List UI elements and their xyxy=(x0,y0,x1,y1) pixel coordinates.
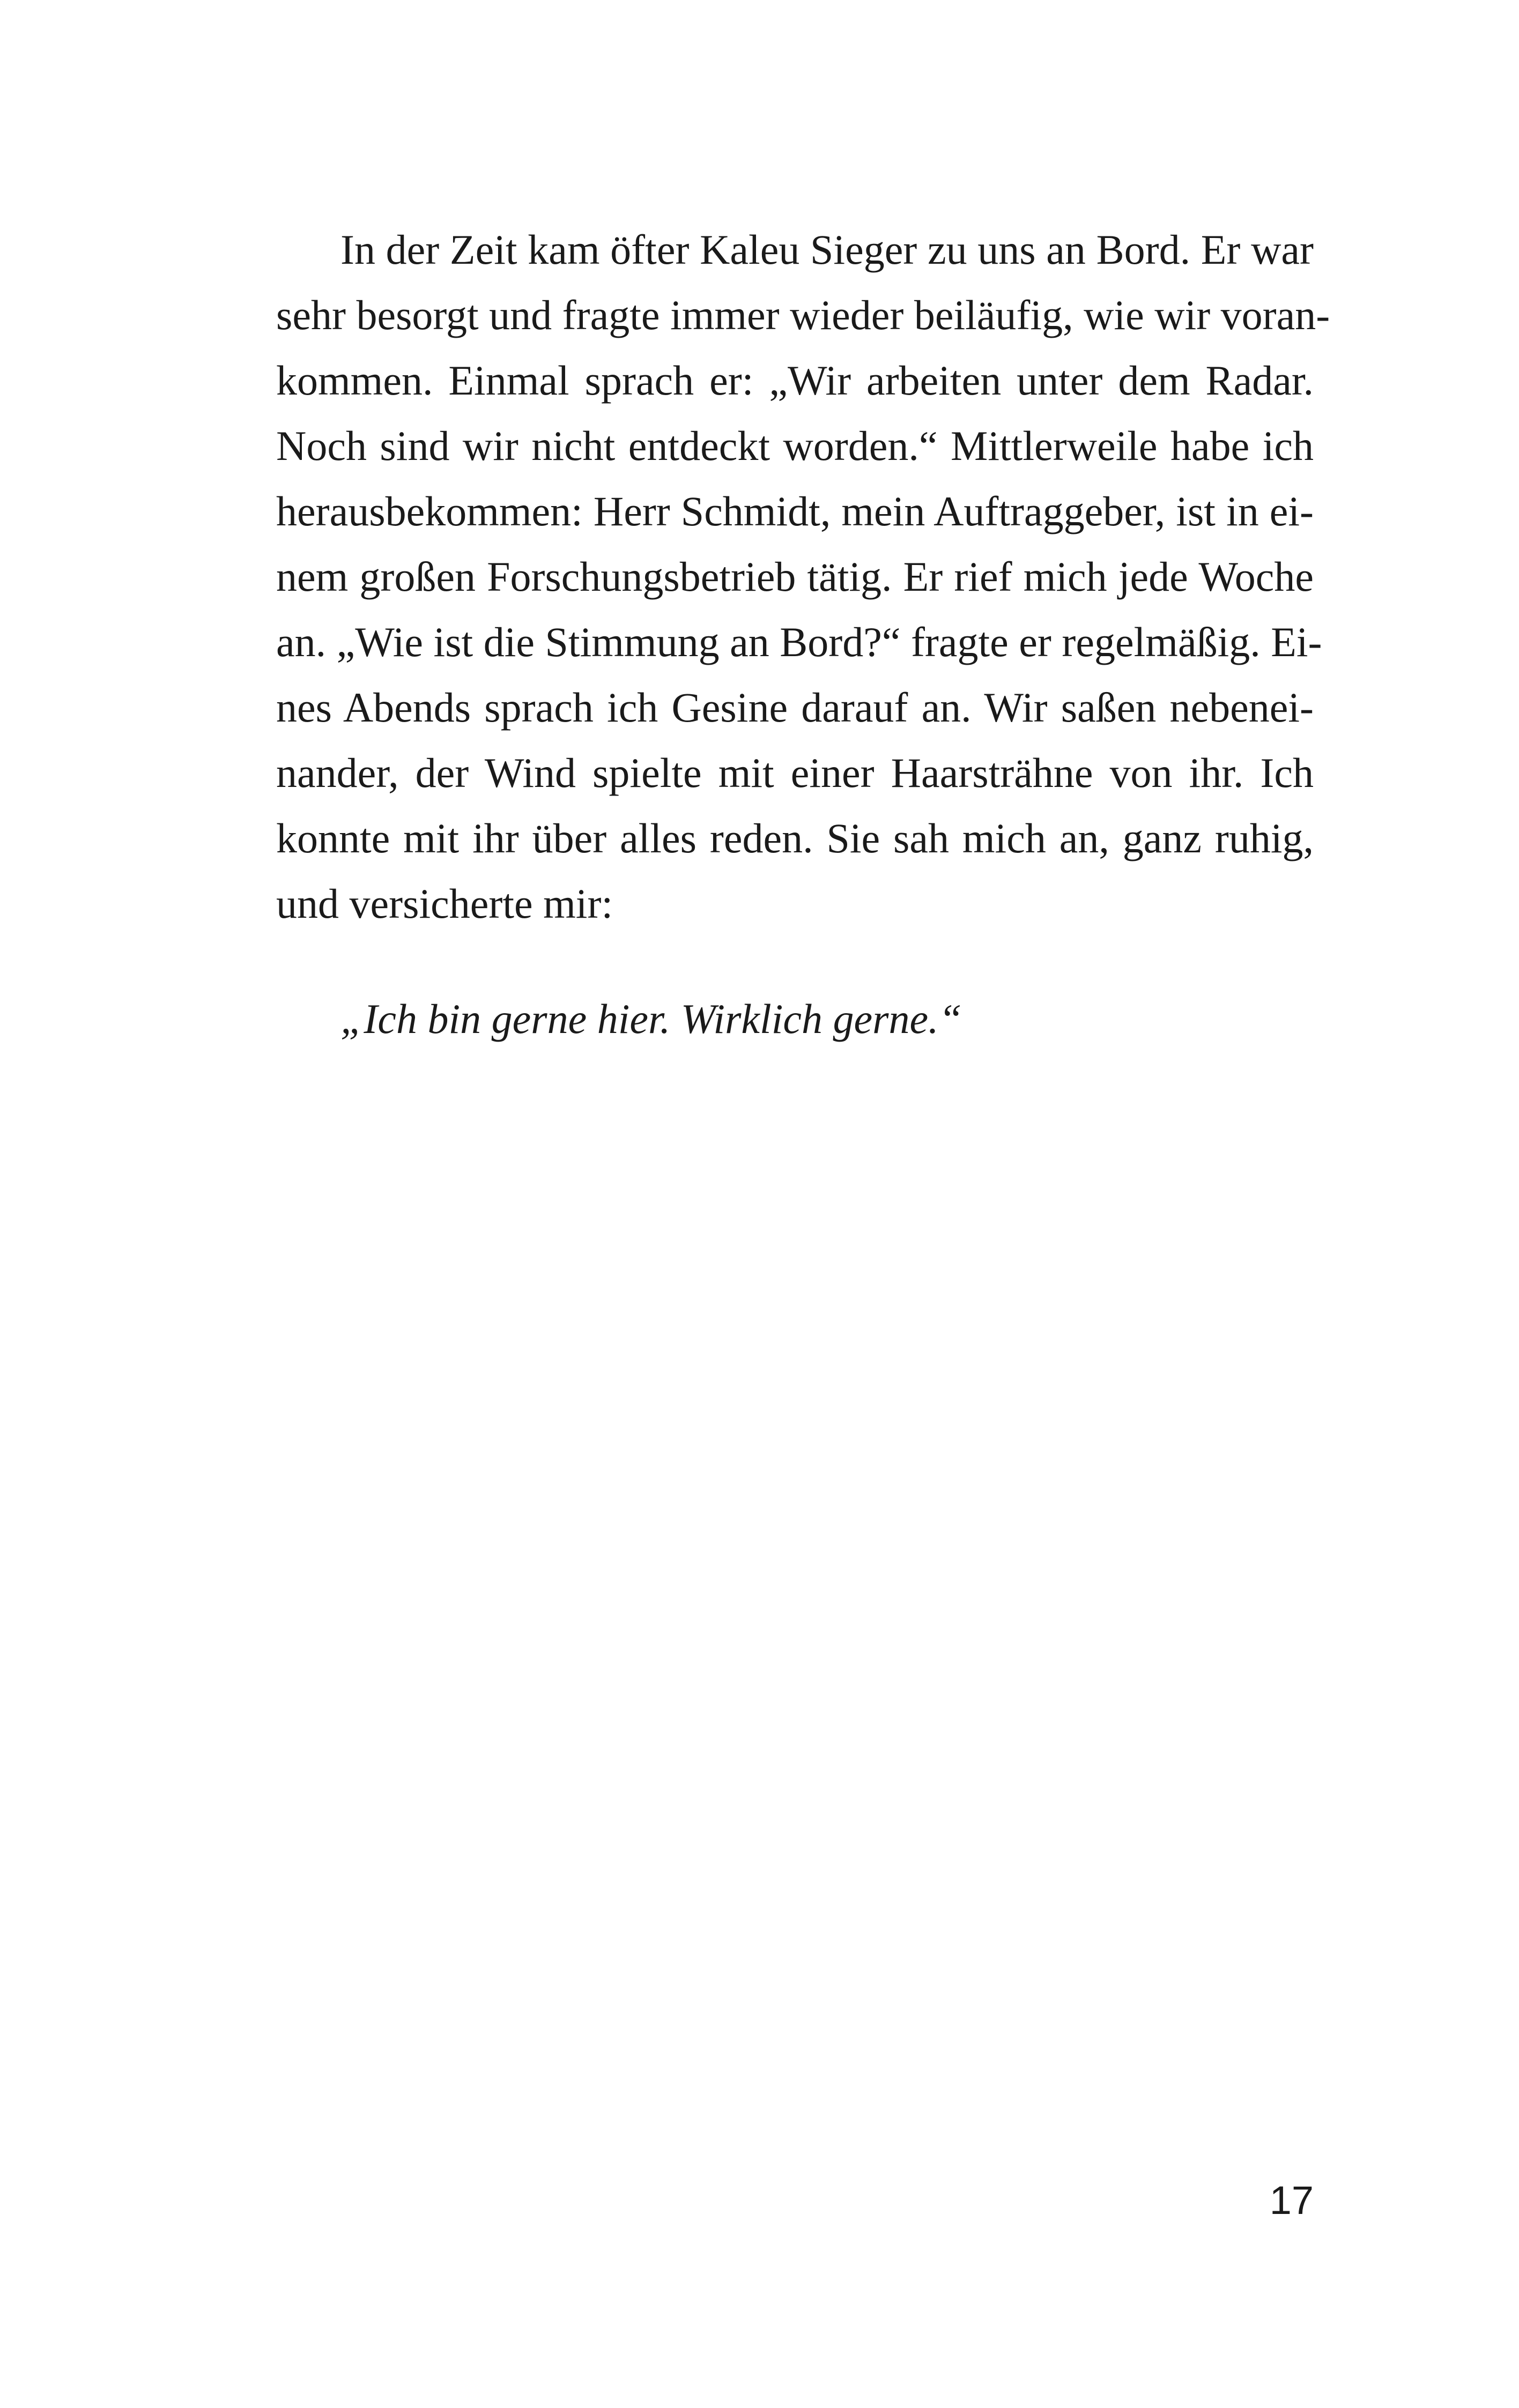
paragraph-line: nem großen Forschungsbetrieb tätig. Er rief mich jede Woche xyxy=(276,553,1314,600)
paragraph-line: an. „Wie ist die Stimmung an Bord?“ fragte er regelmäßig. Ei- xyxy=(276,619,1322,665)
paragraph-line: nes Abends sprach ich Gesine darauf an. Wir saßen nebenei- xyxy=(276,684,1314,731)
body-paragraph xyxy=(276,217,1330,937)
paragraph-line: konnte mit ihr über alles reden. Sie sah mich an, ganz ruhig, xyxy=(276,815,1314,861)
italic-quote: „Ich bin gerne hier. Wirklich gerne.“ xyxy=(340,995,962,1042)
paragraph-line: kommen. Einmal sprach er: „Wir arbeiten unter dem Radar. xyxy=(276,357,1314,404)
paragraph-line: Noch sind wir nicht entdeckt worden.“ Mittlerweile habe ich xyxy=(276,422,1314,469)
page-number: 17 xyxy=(1269,2178,1314,2223)
paragraph-line: In der Zeit kam öfter Kaleu Sieger zu uns an Bord. Er war xyxy=(340,226,1314,273)
paragraph-line: herausbekommen: Herr Schmidt, mein Auftraggeber, ist in ei- xyxy=(276,488,1314,534)
paragraph-line: und versicherte mir: xyxy=(276,880,613,927)
paragraph-line: nander, der Wind spielte mit einer Haarsträhne von ihr. Ich xyxy=(276,749,1314,796)
paragraph-line: sehr besorgt und fragte immer wieder beiläufig, wie wir voran- xyxy=(276,292,1330,338)
